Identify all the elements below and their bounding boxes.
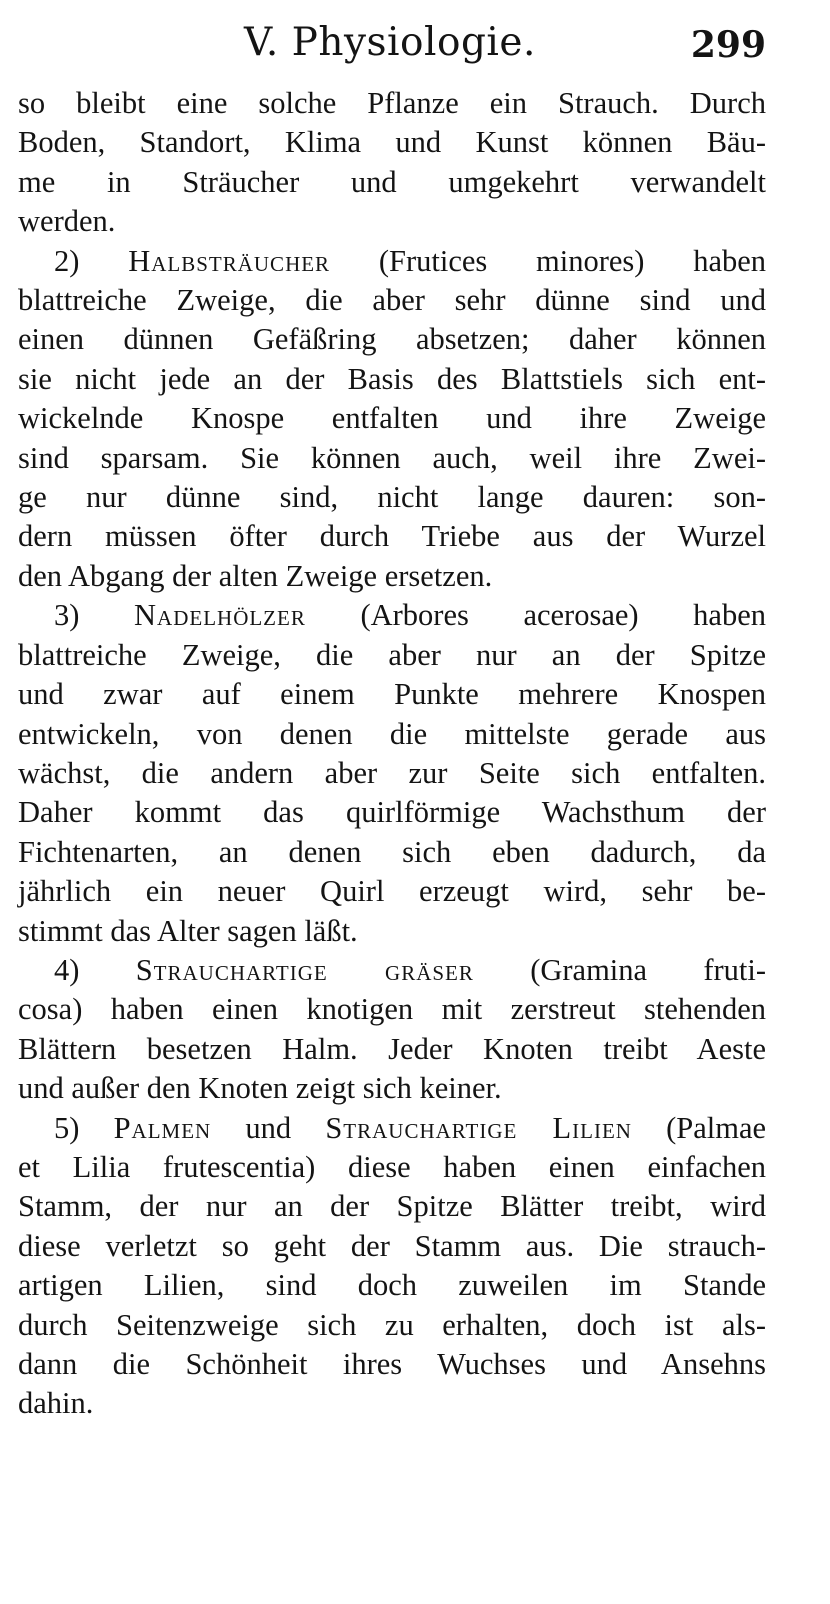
- text-line: blattreiche Zweige, die aber nur an der Spitze: [18, 637, 766, 672]
- item-heading: Strauchartige gräser: [135, 952, 474, 987]
- text-line: wickelnde Knospe entfalten und ihre Zweige: [18, 401, 766, 436]
- text-segment: und: [245, 1110, 292, 1145]
- text-line: wächst, die andern aber zur Seite sich entfalten.: [18, 755, 766, 790]
- item-number: 2): [54, 243, 80, 278]
- paragraph-item-4: [18, 951, 766, 1109]
- text-line: Blättern besetzen Halm. Jeder Knoten treibt Aeste: [18, 1031, 766, 1066]
- text-line: me in Sträucher und umgekehrt verwandelt: [18, 164, 766, 199]
- item-heading-secondary: Strauchartige Lilien: [325, 1110, 632, 1145]
- text-line: Boden, Standort, Klima und Kunst können Bäu-: [18, 125, 766, 160]
- text-line: einen dünnen Gefäßring absetzen; daher können: [18, 322, 766, 357]
- item-heading: Halbsträucher: [128, 243, 331, 278]
- text-line: cosa) haben einen knotigen mit zerstreut stehenden: [18, 992, 766, 1027]
- paragraph-continued: [18, 84, 766, 242]
- text-line: dahin.: [18, 1386, 94, 1421]
- text-line: stimmt das Alter sagen läßt.: [18, 913, 358, 948]
- text-line: blattreiche Zweige, die aber sehr dünne sind und: [18, 283, 766, 318]
- paragraph-item-5: [18, 1109, 766, 1424]
- text-line: diese verletzt so geht der Stamm aus. Die strauch-: [18, 1228, 766, 1263]
- text-line: durch Seitenzweige sich zu erhalten, doch ist als-: [18, 1307, 766, 1342]
- body-text: [18, 84, 766, 1424]
- text-line: ge nur dünne sind, nicht lange dauren: son-: [18, 480, 766, 515]
- text-line: [18, 1109, 766, 1148]
- text-line: Stamm, der nur an der Spitze Blätter treibt, wird: [18, 1189, 766, 1224]
- running-header: [18, 18, 766, 84]
- text-line: artigen Lilien, sind doch zuweilen im Stande: [18, 1268, 766, 1303]
- text-segment: (Frutices minores) haben: [378, 243, 767, 278]
- paragraph-item-2: [18, 242, 766, 597]
- text-line: [18, 596, 766, 635]
- text-line: [18, 951, 766, 990]
- book-page: [18, 18, 766, 1578]
- text-line: so bleibt eine solche Pflanze ein Strauch. Durch: [18, 86, 766, 120]
- paragraph-item-3: [18, 596, 766, 951]
- item-heading: Palmen: [113, 1110, 212, 1145]
- chapter-title: V. Physiologie.: [244, 20, 536, 65]
- item-number: 4): [54, 952, 80, 987]
- text-line: dann die Schönheit ihres Wuchses und Ansehns: [18, 1347, 766, 1381]
- text-line: Fichtenarten, an denen sich eben dadurch, da: [18, 834, 766, 869]
- text-line: et Lilia frutescentia) diese haben einen einfachen: [18, 1149, 766, 1184]
- text-line: den Abgang der alten Zweige ersetzen.: [18, 558, 493, 593]
- text-segment: (Palmae: [666, 1110, 767, 1145]
- text-segment: (Gramina fruti-: [530, 952, 767, 987]
- page-number: 299: [690, 24, 766, 66]
- text-line: [18, 242, 766, 281]
- text-line: sind sparsam. Sie können auch, weil ihre Zwei-: [18, 440, 766, 475]
- text-segment: (Arbores acerosae) haben: [360, 598, 766, 633]
- text-line: dern müssen öfter durch Triebe aus der Wurzel: [18, 519, 766, 554]
- text-line: sie nicht jede an der Basis des Blattstiels sich ent-: [18, 361, 766, 396]
- item-number: 3): [54, 598, 80, 633]
- text-line: werden.: [18, 204, 116, 239]
- text-line: und außer den Knoten zeigt sich keiner.: [18, 1071, 502, 1106]
- item-number: 5): [54, 1110, 80, 1145]
- text-line: jährlich ein neuer Quirl erzeugt wird, sehr be-: [18, 874, 766, 909]
- text-line: und zwar auf einem Punkte mehrere Knospen: [18, 677, 766, 712]
- text-line: entwickeln, von denen die mittelste gerade aus: [18, 716, 766, 751]
- text-line: Daher kommt das quirlförmige Wachsthum der: [18, 795, 766, 830]
- item-heading: Nadelhölzer: [134, 598, 306, 633]
